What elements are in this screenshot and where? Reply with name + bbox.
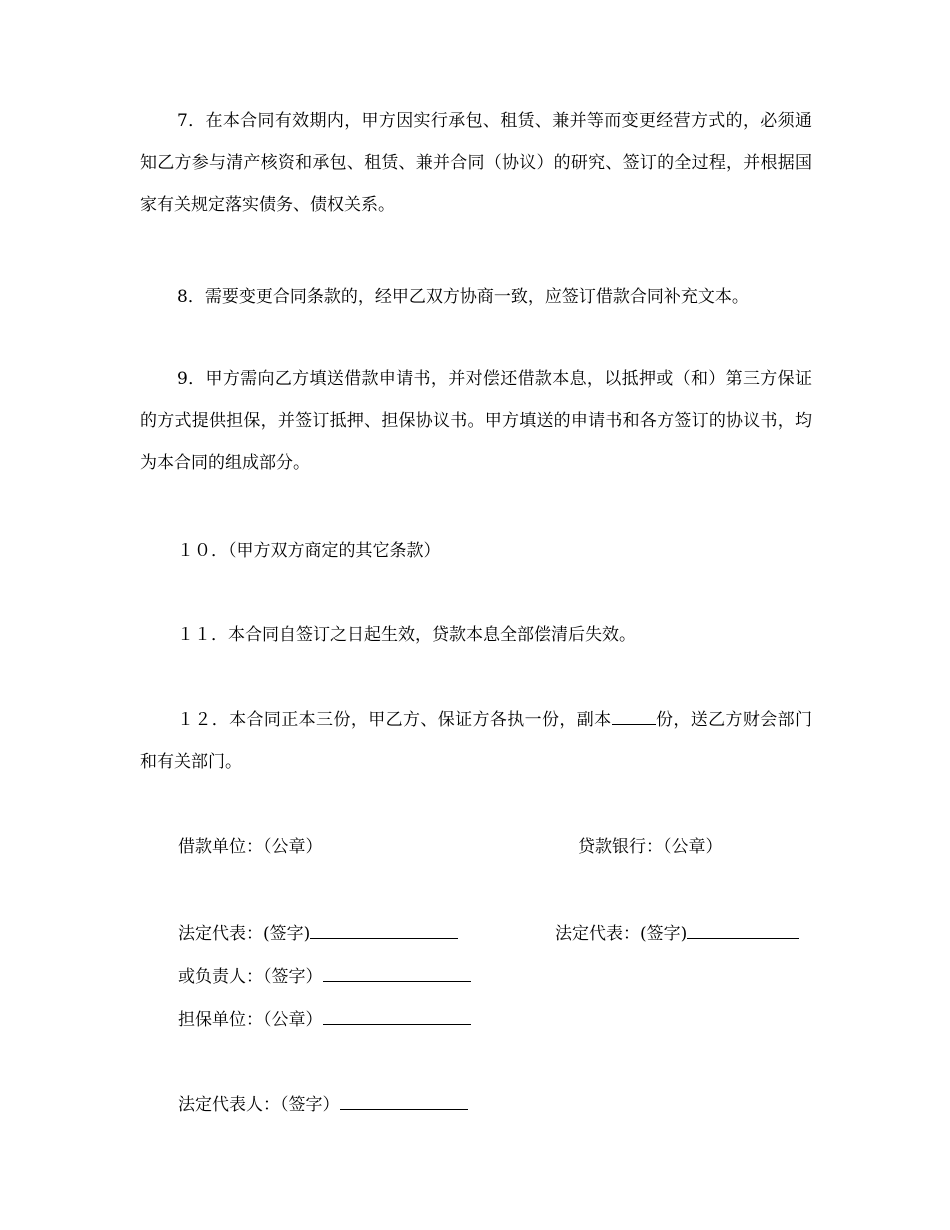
guarantor-seal-line (323, 1006, 471, 1025)
borrower-legal-rep-signature-line (310, 920, 458, 939)
or-responsible-signature-line (323, 963, 471, 982)
guarantor-legal-rep (178, 1091, 468, 1117)
clause-12-text-before: １２．本合同正本三份，甲乙方、保证方各执一份，副本 (177, 710, 612, 730)
borrower-legal-rep-label: 法定代表：(签字) (178, 924, 311, 944)
clause-10: １０．（甲方双方商定的其它条款） (177, 541, 441, 561)
clause-9: 9．甲方需向乙方填送借款申请书，并对偿还借款本息，以抵押或（和）第三方保证的方式提供担保，并签订抵押、担保协议书。甲方填送的申请书和各方签订的协议书，均为本合同的组成部分。 (140, 369, 812, 473)
clause-7: 7．在本合同有效期内，甲方因实行承包、租赁、兼并等而变更经营方式的，必须通知乙方参与清产核资和承包、租赁、兼并合同（协议）的研究、签订的全过程，并根据国家有关规定落实债务、债权关系。 (140, 111, 812, 215)
borrower-legal-rep (178, 920, 458, 946)
copies-blank (612, 706, 656, 725)
clause-12-text-after: 份，送乙方财会部门和有关部门。 (140, 710, 813, 772)
borrower-seal-label: 借款单位：（公章） (178, 837, 323, 857)
guarantor-legal-rep-signature-line (340, 1091, 468, 1110)
lender-legal-rep-signature-line (687, 920, 799, 939)
lender-legal-rep-label: 法定代表：(签字) (555, 924, 688, 944)
lender-legal-rep (555, 920, 799, 946)
clause-12 (140, 699, 812, 783)
guarantor-legal-rep-label: 法定代表人：（签字） (178, 1095, 340, 1115)
guarantor-unit (178, 1006, 471, 1032)
clause-11: １１．本合同自签订之日起生效，贷款本息全部偿清后失效。 (177, 625, 636, 645)
or-responsible-person (178, 963, 471, 989)
or-responsible-label: 或负责人：（签字） (178, 967, 323, 987)
lender-seal-label: 贷款银行：（公章） (578, 837, 723, 857)
guarantor-seal-label: 担保单位：（公章） (178, 1010, 323, 1030)
clause-8: 8．需要变更合同条款的，经甲乙双方协商一致，应签订借款合同补充文本。 (177, 287, 749, 307)
